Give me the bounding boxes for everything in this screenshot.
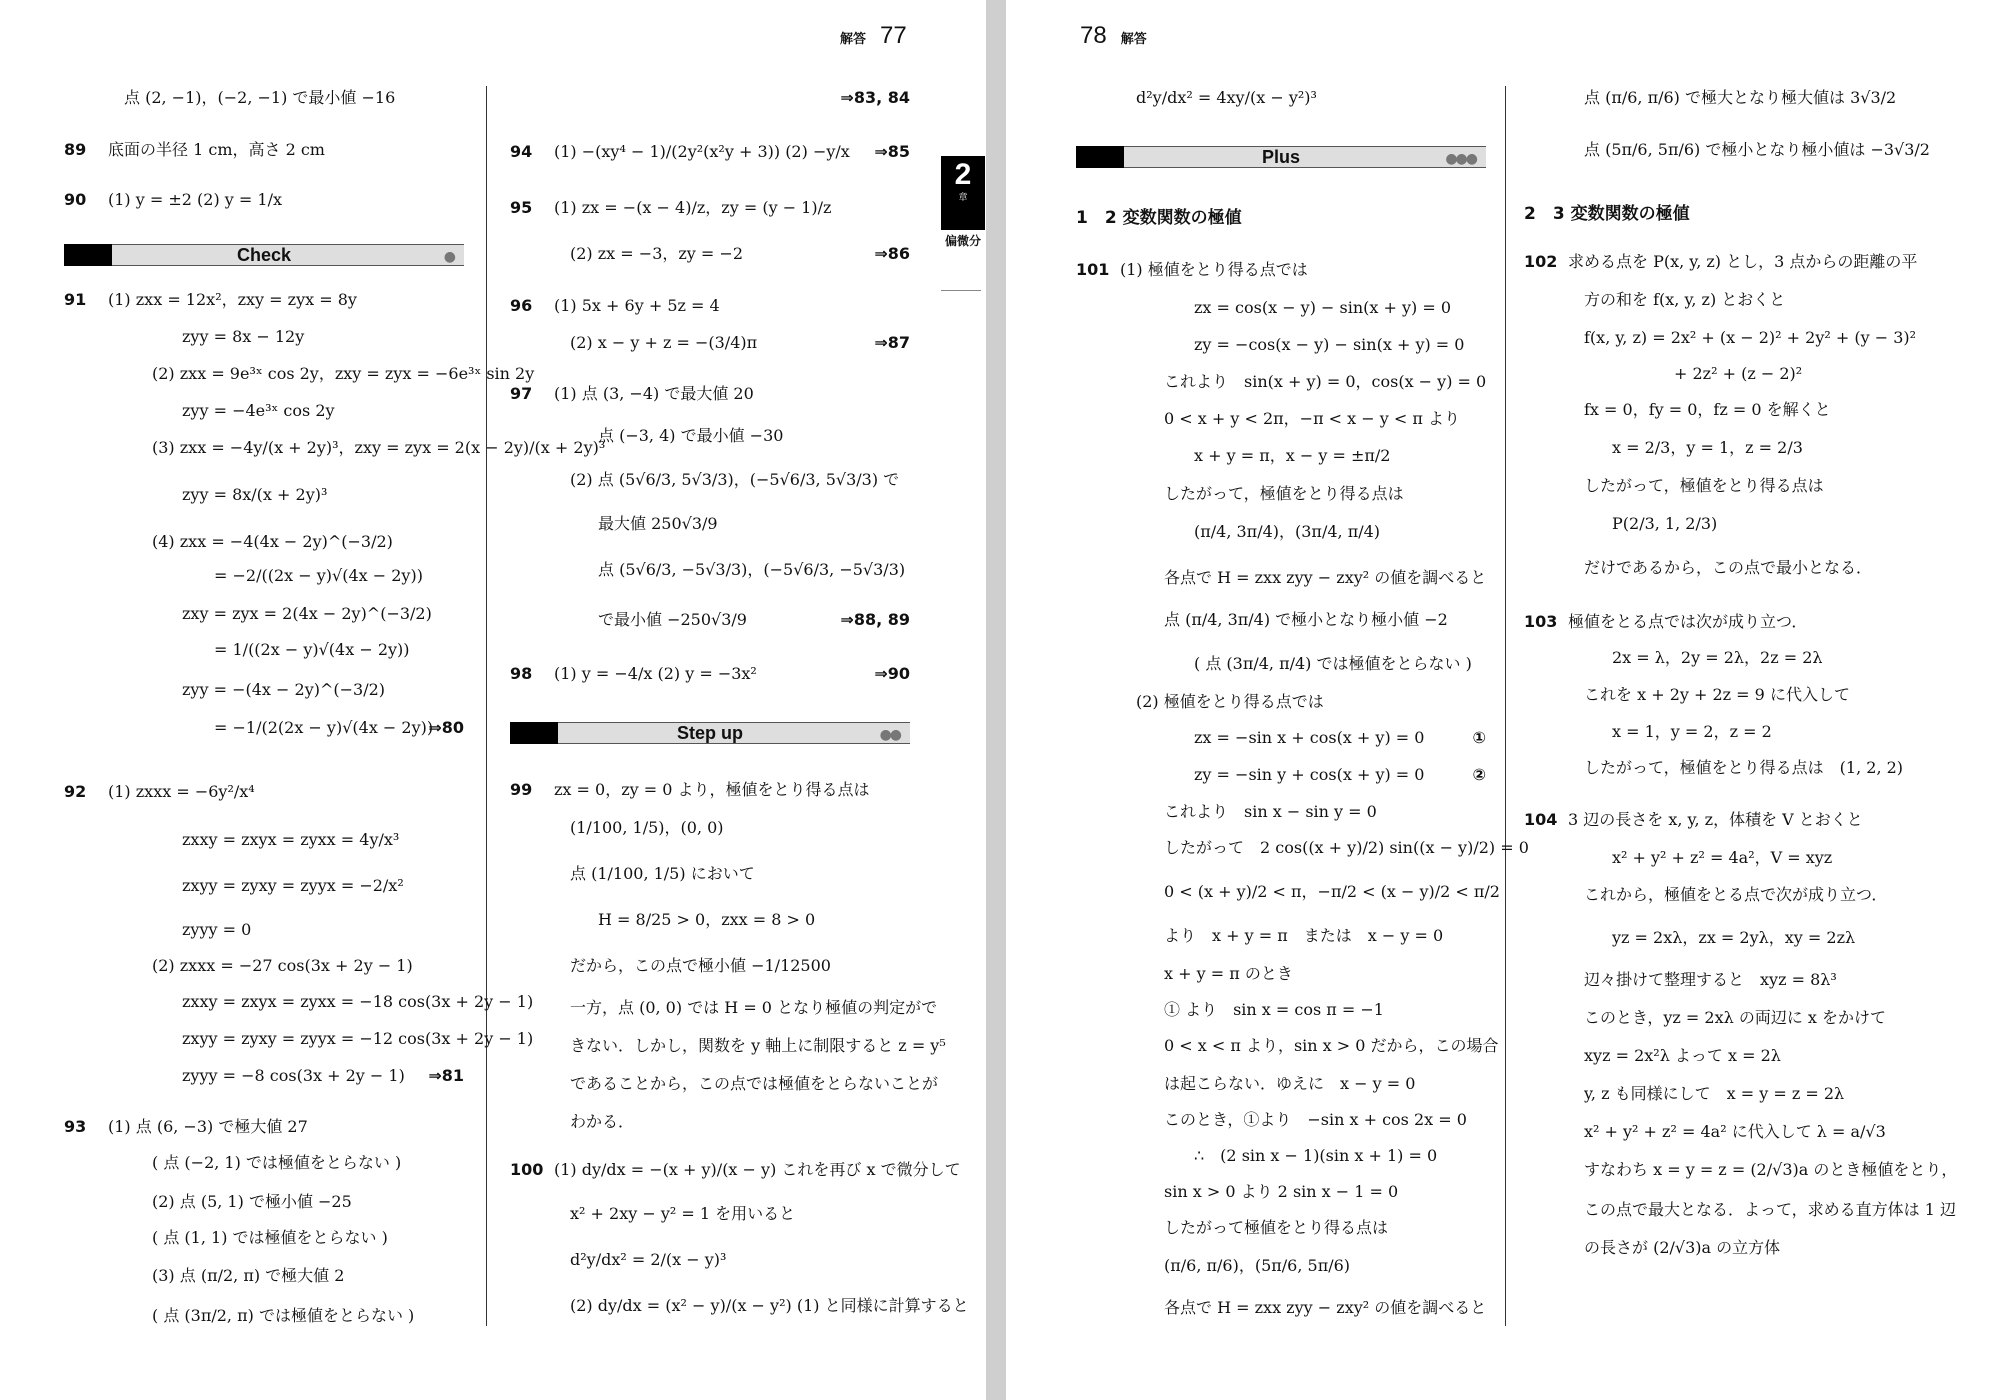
answer-line [510, 560, 910, 580]
answer-line [1524, 364, 1944, 384]
answer-line [510, 1112, 910, 1132]
answer-text: + 2z² + (z − 2)² [1674, 364, 1803, 383]
answer-line [1524, 1008, 1944, 1028]
section-dots-icon: ●●● [1445, 151, 1476, 167]
answer-text: (1) zxx = 12x²，zxy = zyx = 8y [108, 290, 357, 309]
answer-text: = −2/((2x − y)√(4x − 2y)) [214, 566, 423, 585]
section-title: Plus [1261, 147, 1300, 167]
answer-text: だけであるから，この点で最小となる． [1584, 558, 1873, 577]
answer-text: zyyy = 0 [182, 920, 252, 939]
answer-text: = −1/(2(2x − y)√(4x − 2y)) [214, 718, 434, 737]
answer-text: このとき，①より −sin x + cos 2x = 0 [1164, 1110, 1467, 1129]
problem-number: 90 [64, 190, 87, 209]
answer-text: zyy = −(4x − 2y)^(−3/2) [182, 680, 386, 699]
answer-line [64, 566, 464, 586]
answer-line [1524, 476, 1944, 496]
answer-line [1524, 970, 1944, 990]
answer-text: 求める点を P(x, y, z) とし，3 点からの距離の平 [1568, 252, 1918, 271]
answer-line [1076, 409, 1486, 429]
answer-text: (1) zxxx = −6y²/x⁴ [108, 782, 255, 801]
answer-text: x² + y² + z² = 4a²，V = xyz [1612, 848, 1833, 867]
answer-text: (2) zxx = 9e³ˣ cos 2y，zxy = zyx = −6e³ˣ sin 2y [152, 364, 535, 383]
problem-answer [510, 780, 910, 800]
answer-text: x + y = π，x − y = ±π/2 [1194, 446, 1391, 465]
answer-text: 底面の半径 1 cm，高さ 2 cm [108, 140, 325, 159]
problem-number: 89 [64, 140, 87, 159]
cross-reference: ⇒81 [428, 1066, 464, 1085]
answer-text: (π/6, π/6)，(5π/6, 5π/6) [1164, 1256, 1351, 1275]
answer-line [1076, 298, 1486, 318]
answer-line [64, 485, 464, 505]
problem-answer [1524, 252, 1944, 272]
answer-line [64, 640, 464, 660]
problem-answer [64, 782, 464, 802]
answer-line [1076, 1036, 1499, 1056]
answer-text: 3 辺の長さを x, y, z，体積を V とおくと [1568, 810, 1863, 829]
answer-line [510, 864, 910, 884]
header-label: 解答 [840, 32, 867, 47]
answer-text: すなわち x = y = z = (2/√3)a のとき極値をとり， [1584, 1160, 1958, 1179]
answer-text: zxyy = zyxy = zyyx = −12 cos(3x + 2y − 1) [182, 1029, 534, 1048]
problem-answer [510, 296, 910, 316]
answer-line [1076, 728, 1486, 748]
answer-text: f(x, y, z) = 2x² + (x − 2)² + 2y² + (y − 3)² [1584, 328, 1917, 347]
answer-line [64, 1228, 464, 1248]
answer-text: (1) 極値をとり得る点では [1120, 260, 1308, 279]
section-bar [64, 244, 464, 266]
answer-text: (3) zxx = −4y/(x + 2y)³，zxy = zyx = 2(x − 2y)/(x + 2y)³ [152, 438, 606, 457]
cross-reference: ⇒88, 89 [840, 610, 910, 629]
answer-line [1076, 964, 1486, 984]
answer-line [1524, 685, 1944, 705]
answer-line [1076, 335, 1486, 355]
answer-text: xyz = 2x²λ よって x = 2λ [1584, 1046, 1781, 1065]
answer-line [510, 1204, 910, 1224]
answer-text: 一方，点 (0, 0) では H = 0 となり極値の判定がで [570, 998, 938, 1017]
answer-line [64, 1029, 534, 1049]
answer-line [510, 818, 910, 838]
chapter-divider [941, 290, 981, 291]
answer-text: (2) 極値をとり得る点では [1136, 692, 1324, 711]
answer-text: zxxy = zxyx = zyxx = 4y/x³ [182, 830, 400, 849]
answer-text: の長さが (2/√3)a の立方体 [1584, 1238, 1781, 1257]
answer-line [64, 876, 464, 896]
problem-number: 96 [510, 296, 533, 315]
answer-text: 点 (5π/6, 5π/6) で極小となり極小値は −3√3/2 [1584, 140, 1930, 159]
answer-line [64, 401, 464, 421]
answer-line [510, 998, 938, 1018]
cross-reference: ② [1472, 765, 1486, 784]
answer-line [64, 532, 464, 552]
problem-number: 100 [510, 1160, 544, 1179]
answer-line [1076, 1182, 1486, 1202]
problem-number: 103 [1524, 612, 1558, 631]
answer-text: 0 < (x + y)/2 < π，−π/2 < (x − y)/2 < π/2 [1164, 882, 1500, 901]
column-rule [1505, 86, 1506, 1326]
answer-line [510, 470, 910, 490]
answer-text: 0 < x + y < 2π，−π < x − y < π より [1164, 409, 1460, 428]
answer-text: (1) 点 (6, −3) で極大値 27 [108, 1117, 308, 1136]
answer-line [1524, 514, 1944, 534]
answer-line [1076, 1218, 1486, 1238]
answer-text: zxy = zyx = 2(4x − 2y)^(−3/2) [182, 604, 432, 623]
answer-line [510, 910, 910, 930]
answer-text: したがって極値をとり得る点は [1164, 1218, 1389, 1237]
answer-line [1076, 1146, 1486, 1166]
section-title: Step up [677, 723, 743, 743]
answer-line [1524, 1160, 1958, 1180]
problem-answer [510, 1160, 961, 1180]
answer-text: (2) dy/dx = (x² − y)/(x − y²) (1) と同様に計算すると [570, 1296, 969, 1315]
subsection-title: 1 2 変数関数の極値 [1076, 208, 1242, 228]
column-rule [486, 86, 487, 1326]
answer-line [64, 1066, 464, 1086]
left-page [0, 0, 986, 1400]
answer-line [1524, 1238, 1944, 1258]
answer-text: ∴ (2 sin x − 1)(sin x + 1) = 0 [1194, 1146, 1438, 1165]
chapter-unit: 章 [958, 193, 968, 203]
problem-number: 98 [510, 664, 533, 683]
cross-reference: ① [1472, 728, 1486, 747]
answer-text: 各点で H = zxx zyy − zxy² の値を調べると [1164, 568, 1487, 587]
section-title: Check [236, 245, 292, 265]
answer-line [1076, 882, 1500, 902]
chapter-name: 偏微分 [944, 234, 981, 248]
answer-line [1524, 328, 1944, 348]
answer-line [1524, 1046, 1944, 1066]
answer-text: 方の和を f(x, y, z) とおくと [1584, 290, 1786, 309]
problem-number: 97 [510, 384, 533, 403]
page-header [840, 22, 907, 50]
answer-text: (1) dy/dx = −(x + y)/(x − y) これを再び x で微分して [554, 1160, 961, 1179]
problem-answer [510, 664, 910, 684]
answer-line [1076, 1110, 1486, 1130]
answer-line [1076, 765, 1486, 785]
subsection-heading [1076, 208, 1486, 229]
answer-text: P(2/3, 1, 2/3) [1612, 514, 1718, 533]
answer-line [1524, 1122, 1944, 1142]
answer-line [1076, 654, 1486, 674]
answer-text: zxxy = zxyx = zyxx = −18 cos(3x + 2y − 1) [182, 992, 534, 1011]
cross-reference: ⇒85 [874, 142, 910, 161]
answer-line [64, 992, 534, 1012]
answer-line [1524, 558, 1944, 578]
header-label: 解答 [1120, 32, 1147, 47]
answer-text: H = 8/25 > 0，zxx = 8 > 0 [598, 910, 816, 929]
answer-line [1524, 1084, 1944, 1104]
answer-line [1076, 372, 1486, 392]
problem-number: 91 [64, 290, 87, 309]
answer-text: この点で最大となる．よって，求める直方体は 1 辺 [1584, 1200, 1957, 1219]
answer-text: 辺々掛けて整理すると xyz = 8λ³ [1584, 970, 1837, 989]
answer-text: ( 点 (3π/4, π/4) では極値をとらない ) [1194, 654, 1472, 673]
page-number: 77 [880, 22, 907, 49]
answer-text: (π/4, 3π/4)，(3π/4, π/4) [1194, 522, 1381, 541]
answer-line [510, 1250, 910, 1270]
answer-text: (1) zx = −(x − 4)/z，zy = (y − 1)/z [554, 198, 832, 217]
answer-line [1076, 568, 1486, 588]
answer-line [1524, 758, 1944, 778]
answer-text: zyyy = −8 cos(3x + 2y − 1) [182, 1066, 405, 1085]
answer-text: (2) zx = −3，zy = −2 [570, 244, 744, 263]
answer-line [64, 718, 464, 738]
answer-line [64, 956, 464, 976]
answer-text: これより sin x − sin y = 0 [1164, 802, 1377, 821]
section-bar [1076, 146, 1486, 168]
answer-line [64, 364, 535, 384]
problem-number: 101 [1076, 260, 1110, 279]
answer-text: (1) 点 (3, −4) で最大値 20 [554, 384, 754, 403]
answer-text: (3) 点 (π/2, π) で極大値 2 [152, 1266, 345, 1285]
answer-text: これより sin(x + y) = 0，cos(x − y) = 0 [1164, 372, 1487, 391]
problem-answer [510, 198, 910, 218]
answer-text: yz = 2xλ，zx = 2yλ，xy = 2zλ [1612, 928, 1856, 947]
answer-text: 点 (2, −1)，(−2, −1) で最小値 −16 [124, 88, 396, 107]
answer-text: ( 点 (1, 1) では極値をとらない ) [152, 1228, 388, 1247]
answer-text: 点 (5√6/3, −5√3/3)，(−5√6/3, −5√3/3) [598, 560, 906, 579]
answer-text: zx = 0，zy = 0 より，極値をとり得る点は [554, 780, 870, 799]
answer-text: だから，この点で極小値 −1/12500 [570, 956, 831, 975]
answer-line [1076, 484, 1486, 504]
problem-number: 92 [64, 782, 87, 801]
answer-line [1076, 88, 1486, 108]
answer-text: ( 点 (3π/2, π) では極値をとらない ) [152, 1306, 415, 1325]
answer-text: であることから，この点では極値をとらないことが [570, 1074, 939, 1093]
problem-number: 102 [1524, 252, 1558, 271]
answer-line [510, 1036, 946, 1056]
answer-text: 点 (−3, 4) で最小値 −30 [598, 426, 784, 445]
answer-text: d²y/dx² = 2/(x − y)³ [570, 1250, 727, 1269]
subsection-title: 2 3 変数関数の極値 [1524, 204, 1690, 224]
answer-line [510, 514, 910, 534]
section-dots-icon: ● [443, 249, 454, 265]
answer-line [1524, 848, 1944, 868]
answer-line [1524, 1200, 1957, 1220]
problem-answer [64, 290, 464, 310]
answer-line [1076, 610, 1486, 630]
answer-line [1524, 140, 1944, 160]
answer-line [510, 1074, 939, 1094]
answer-line [1076, 1000, 1486, 1020]
answer-line [510, 1296, 969, 1316]
answer-line [1076, 802, 1486, 822]
answer-line [64, 680, 464, 700]
answer-text: 点 (π/4, 3π/4) で極小となり極小値 −2 [1164, 610, 1448, 629]
problem-answer [64, 140, 464, 160]
answer-text: d²y/dx² = 4xy/(x − y²)³ [1136, 88, 1317, 107]
answer-line [1076, 1074, 1486, 1094]
answer-text: で最小値 −250√3/9 [598, 610, 747, 629]
answer-text: (2) zxxx = −27 cos(3x + 2y − 1) [152, 956, 413, 975]
problem-number: 95 [510, 198, 533, 217]
answer-text: x² + y² + z² = 4a² に代入して λ = a/√3 [1584, 1122, 1886, 1141]
answer-text: 2x = λ，2y = 2λ，2z = 2λ [1612, 648, 1823, 667]
answer-text: より x + y = π または x − y = 0 [1164, 926, 1444, 945]
answer-text: (1) y = ±2 (2) y = 1/x [108, 190, 282, 209]
answer-line [1076, 522, 1486, 542]
problem-number: 93 [64, 1117, 87, 1136]
problem-answer [64, 190, 464, 210]
problem-answer [1524, 612, 1944, 632]
problem-number: 94 [510, 142, 533, 161]
answer-line [64, 438, 606, 458]
answer-text: 極値をとる点では次が成り立つ． [1568, 612, 1808, 631]
answer-line [1524, 290, 1944, 310]
answer-text: sin x > 0 より 2 sin x − 1 = 0 [1164, 1182, 1399, 1201]
answer-line [1524, 400, 1944, 420]
page-header [1080, 22, 1147, 50]
answer-text: 点 (1/100, 1/5) において [570, 864, 755, 883]
answer-text: x² + 2xy − y² = 1 を用いると [570, 1204, 796, 1223]
answer-text: (1/100, 1/5)，(0, 0) [570, 818, 724, 837]
chapter-number: 2 [954, 158, 972, 191]
answer-text: これを x + 2y + 2z = 9 に代入して [1584, 685, 1850, 704]
section-bar [510, 722, 910, 744]
answer-text: きない．しかし，関数を y 軸上に制限すると z = y⁵ [570, 1036, 946, 1055]
answer-line [64, 830, 464, 850]
answer-text: zy = −cos(x − y) − sin(x + y) = 0 [1194, 335, 1465, 354]
answer-text: x = 1，y = 2，z = 2 [1612, 722, 1772, 741]
answer-text: zyy = 8x − 12y [182, 327, 305, 346]
answer-text: zx = −sin x + cos(x + y) = 0 [1194, 728, 1425, 747]
answer-line [64, 920, 464, 940]
answer-text: zxyy = zyxy = zyyx = −2/x² [182, 876, 404, 895]
answer-text: zyy = 8x/(x + 2y)³ [182, 485, 328, 504]
answer-line [510, 333, 910, 353]
answer-text: 最大値 250√3/9 [598, 514, 718, 533]
page-number: 78 [1080, 22, 1107, 49]
answer-line [64, 88, 464, 108]
problem-answer [64, 1117, 464, 1137]
answer-text: これから，極値をとる点で次が成り立つ． [1584, 885, 1888, 904]
answer-line [64, 1192, 464, 1212]
answer-text: y, z も同様にして x = y = z = 2λ [1584, 1084, 1845, 1103]
cross-reference: ⇒86 [874, 244, 910, 263]
cross-reference: ⇒90 [874, 664, 910, 683]
answer-line [64, 1266, 464, 1286]
answer-line [510, 610, 910, 630]
right-page [1006, 0, 1992, 1400]
answer-text: (1) −(xy⁴ − 1)/(2y²(x²y + 3)) (2) −y/x [554, 142, 850, 161]
chapter-tab [941, 156, 985, 230]
problem-number: 99 [510, 780, 533, 799]
answer-text: zyy = −4e³ˣ cos 2y [182, 401, 335, 420]
answer-line [1076, 926, 1486, 946]
answer-line [64, 1306, 464, 1326]
answer-line [1076, 1298, 1486, 1318]
answer-line [64, 604, 464, 624]
answer-line [1076, 446, 1486, 466]
answer-line [1076, 692, 1486, 712]
answer-line [1524, 438, 1944, 458]
problem-number: 104 [1524, 810, 1558, 829]
problem-answer [510, 384, 910, 404]
answer-text: したがって，極値をとり得る点は [1584, 476, 1824, 495]
answer-text: (1) y = −4/x (2) y = −3x² [554, 664, 757, 683]
answer-text: 各点で H = zxx zyy − zxy² の値を調べると [1164, 1298, 1487, 1317]
answer-text: このとき，yz = 2xλ の両辺に x をかけて [1584, 1008, 1887, 1027]
answer-text: したがって，極値をとり得る点は [1164, 484, 1404, 503]
answer-line [510, 956, 910, 976]
answer-text: は起こらない．ゆえに x − y = 0 [1164, 1074, 1416, 1093]
answer-text: (1) 5x + 6y + 5z = 4 [554, 296, 720, 315]
answer-text: (2) 点 (5√6/3, 5√3/3)，(−5√6/3, 5√3/3) で [570, 470, 900, 489]
subsection-heading [1524, 204, 1944, 225]
answer-text: ① より sin x = cos π = −1 [1164, 1000, 1384, 1019]
answer-text: したがって 2 cos((x + y)/2) sin((x − y)/2) = 0 [1164, 838, 1529, 857]
answer-text: わかる． [570, 1112, 635, 1131]
cross-reference: ⇒87 [874, 333, 910, 352]
answer-line [510, 244, 910, 264]
answer-text: ( 点 (−2, 1) では極値をとらない ) [152, 1153, 402, 1172]
problem-answer [1076, 260, 1486, 280]
answer-line [64, 327, 464, 347]
answer-text: (4) zxx = −4(4x − 2y)^(−3/2) [152, 532, 393, 551]
answer-line [510, 426, 910, 446]
problem-answer [1524, 810, 1944, 830]
answer-text: したがって，極値をとり得る点は (1, 2, 2) [1584, 758, 1904, 777]
answer-line [1524, 722, 1944, 742]
problem-answer [510, 142, 910, 162]
answer-text: 0 < x < π より，sin x > 0 だから，この場合 [1164, 1036, 1499, 1055]
answer-text: fx = 0，fy = 0，fz = 0 を解くと [1584, 400, 1831, 419]
answer-line [1524, 648, 1944, 668]
answer-line [1524, 885, 1944, 905]
answer-line [1076, 1256, 1486, 1276]
answer-text: = 1/((2x − y)√(4x − 2y)) [214, 640, 410, 659]
answer-line [1524, 928, 1944, 948]
answer-text: x + y = π のとき [1164, 964, 1293, 983]
answer-line [1076, 838, 1529, 858]
answer-line [64, 1153, 464, 1173]
section-dots-icon: ●● [879, 727, 900, 743]
answer-text: 点 (π/6, π/6) で極大となり極大値は 3√3/2 [1584, 88, 1897, 107]
answer-text: zy = −sin y + cos(x + y) = 0 [1194, 765, 1425, 784]
answer-text: zx = cos(x − y) − sin(x + y) = 0 [1194, 298, 1452, 317]
answer-text: (2) 点 (5, 1) で極小値 −25 [152, 1192, 352, 1211]
cross-reference: ⇒80 [428, 718, 464, 737]
answer-text: x = 2/3，y = 1，z = 2/3 [1612, 438, 1803, 457]
answer-text: (2) x − y + z = −(3/4)π [570, 333, 758, 352]
cross-reference: ⇒83, 84 [840, 88, 910, 107]
answer-line [1524, 88, 1944, 108]
